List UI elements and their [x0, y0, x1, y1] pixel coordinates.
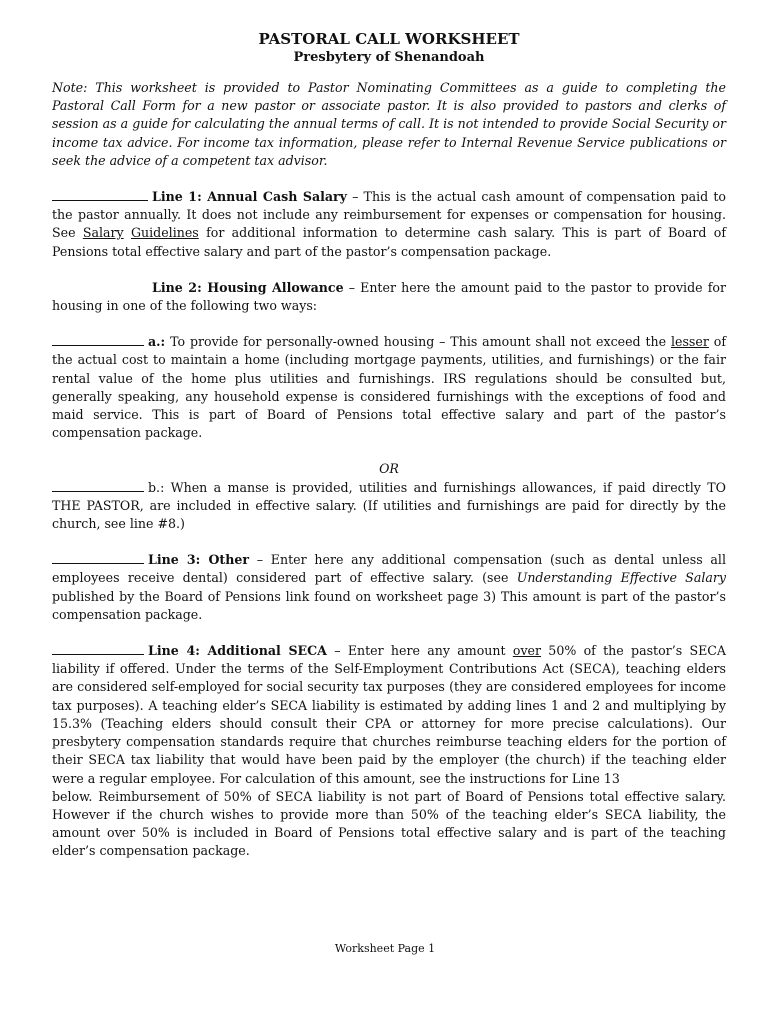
over-underline: over [512, 643, 542, 659]
line2b-paragraph [52, 479, 726, 534]
line2a-blank[interactable] [52, 333, 144, 346]
line4-continuation: below. Reimbursement of 50% of SECA liability is not part of Board of Pensions total effective salary. However if the church wishes to provide more than 50% of the teaching elder’s SECA liability, the amount over 50% is included in Board of Pensions total effective salary and is part of the teaching elder’s compensation package. [52, 788, 726, 859]
page-title: PASTORAL CALL WORKSHEET [258, 30, 520, 48]
line3-heading: Line 3: Other [148, 552, 250, 568]
effective-salary-title: Understanding Effective Salary [516, 570, 726, 586]
line2a-label: a.: [148, 334, 166, 350]
line2b-text: When a manse is provided, utilities and furnishings allowances, if paid directly TO THE PASTOR, are included in effective salary. (If utilities and furnishings are paid for directly by the church, see line #8.) [52, 479, 726, 532]
line2b-blank[interactable] [52, 479, 144, 492]
line1-text-a: – This is the actual cash amount of compensation paid to the pastor annually. It does not include any reimbursement for expenses or compensation for housing. See [52, 189, 727, 241]
page-footer: Worksheet Page 1 [334, 942, 436, 955]
line2a-text-1: To provide for personally-owned housing – This amount shall not exceed the [165, 334, 671, 350]
line2b-label: b.: [148, 479, 165, 495]
lesser-underline: lesser [670, 334, 709, 350]
or-separator: OR [379, 461, 399, 477]
line2a-text-2: of the actual cost to maintain a home (including mortgage payments, utilities, and furnishings) or the fair rental value of the home plus utilities and furnishings. IRS regulations should be consulted but, generally speaking, any household expense is considered furnishings with the exceptions of food and maid service. This is part of Board of Pensions total effective salary and part of the pastor’s compensation package. [52, 334, 726, 441]
line1-text-b: for additional information to determine cash salary. This is part of Board of Pensions total effective salary and part of the pastor’s compensation package. [52, 225, 726, 259]
line1-heading: Line 1: Annual Cash Salary [152, 189, 348, 205]
page-subtitle: Presbytery of Shenandoah [293, 50, 485, 65]
line3-blank[interactable] [52, 551, 144, 564]
guidelines-link[interactable]: Guidelines [130, 225, 199, 241]
line2-paragraph [52, 279, 726, 315]
line1-paragraph [52, 188, 726, 261]
line2-text: – Enter here the amount paid to the pastor to provide for housing in one of the following two ways: [52, 279, 726, 314]
line4-blank[interactable] [52, 642, 144, 655]
line4-paragraph [52, 642, 726, 788]
document-page [52, 30, 726, 861]
note-paragraph: Note: This worksheet is provided to Pastor Nominating Committees as a guide to completing the Pastoral Call Form for a new pastor or associate pastor. It is also provided to pastors and clerks of session as a guide for calculating the annual terms of call. It is not intended to provide Social Security or income tax advice. For income tax information, please refer to Internal Revenue Service publications or seek the advice of a competent tax advisor. [52, 80, 726, 168]
line4-heading: Line 4: Additional SECA [148, 643, 327, 659]
line1-blank[interactable] [52, 188, 148, 201]
line2a-paragraph [52, 333, 726, 442]
salary-link[interactable]: Salary [82, 225, 124, 241]
line4-text-b: 50% of the pastor’s SECA liability if offered. Under the terms of the Self-Employment Contributions Act (SECA), teaching elders are considered self-employed for social security tax purposes (they are considered employees for income tax purposes). A teaching elder’s SECA liability is estimated by adding lines 1 and 2 and multiplying by 15.3% (Teaching elders should consult their CPA or attorney for more precise calculations). Our presbytery compensation standards require that churches reimburse teaching elders for the portion of their SECA tax liability that would have been paid by the employer (the church) if the teaching elder were a regular employee. For calculation of this amount, see the instructions for Line 13 [52, 643, 726, 786]
line4-text-a: – Enter here any amount [326, 643, 513, 659]
line3-text-b: published by the Board of Pensions link found on worksheet page 3) This amount is part of the pastor’s compensation package. [52, 588, 726, 622]
line2-heading: Line 2: Housing Allowance [152, 279, 344, 295]
line3-paragraph [52, 551, 726, 624]
line3-text-a: – Enter here any additional compensation (such as dental unless all employees receive dental) considered part of effective salary. (see [52, 552, 726, 586]
